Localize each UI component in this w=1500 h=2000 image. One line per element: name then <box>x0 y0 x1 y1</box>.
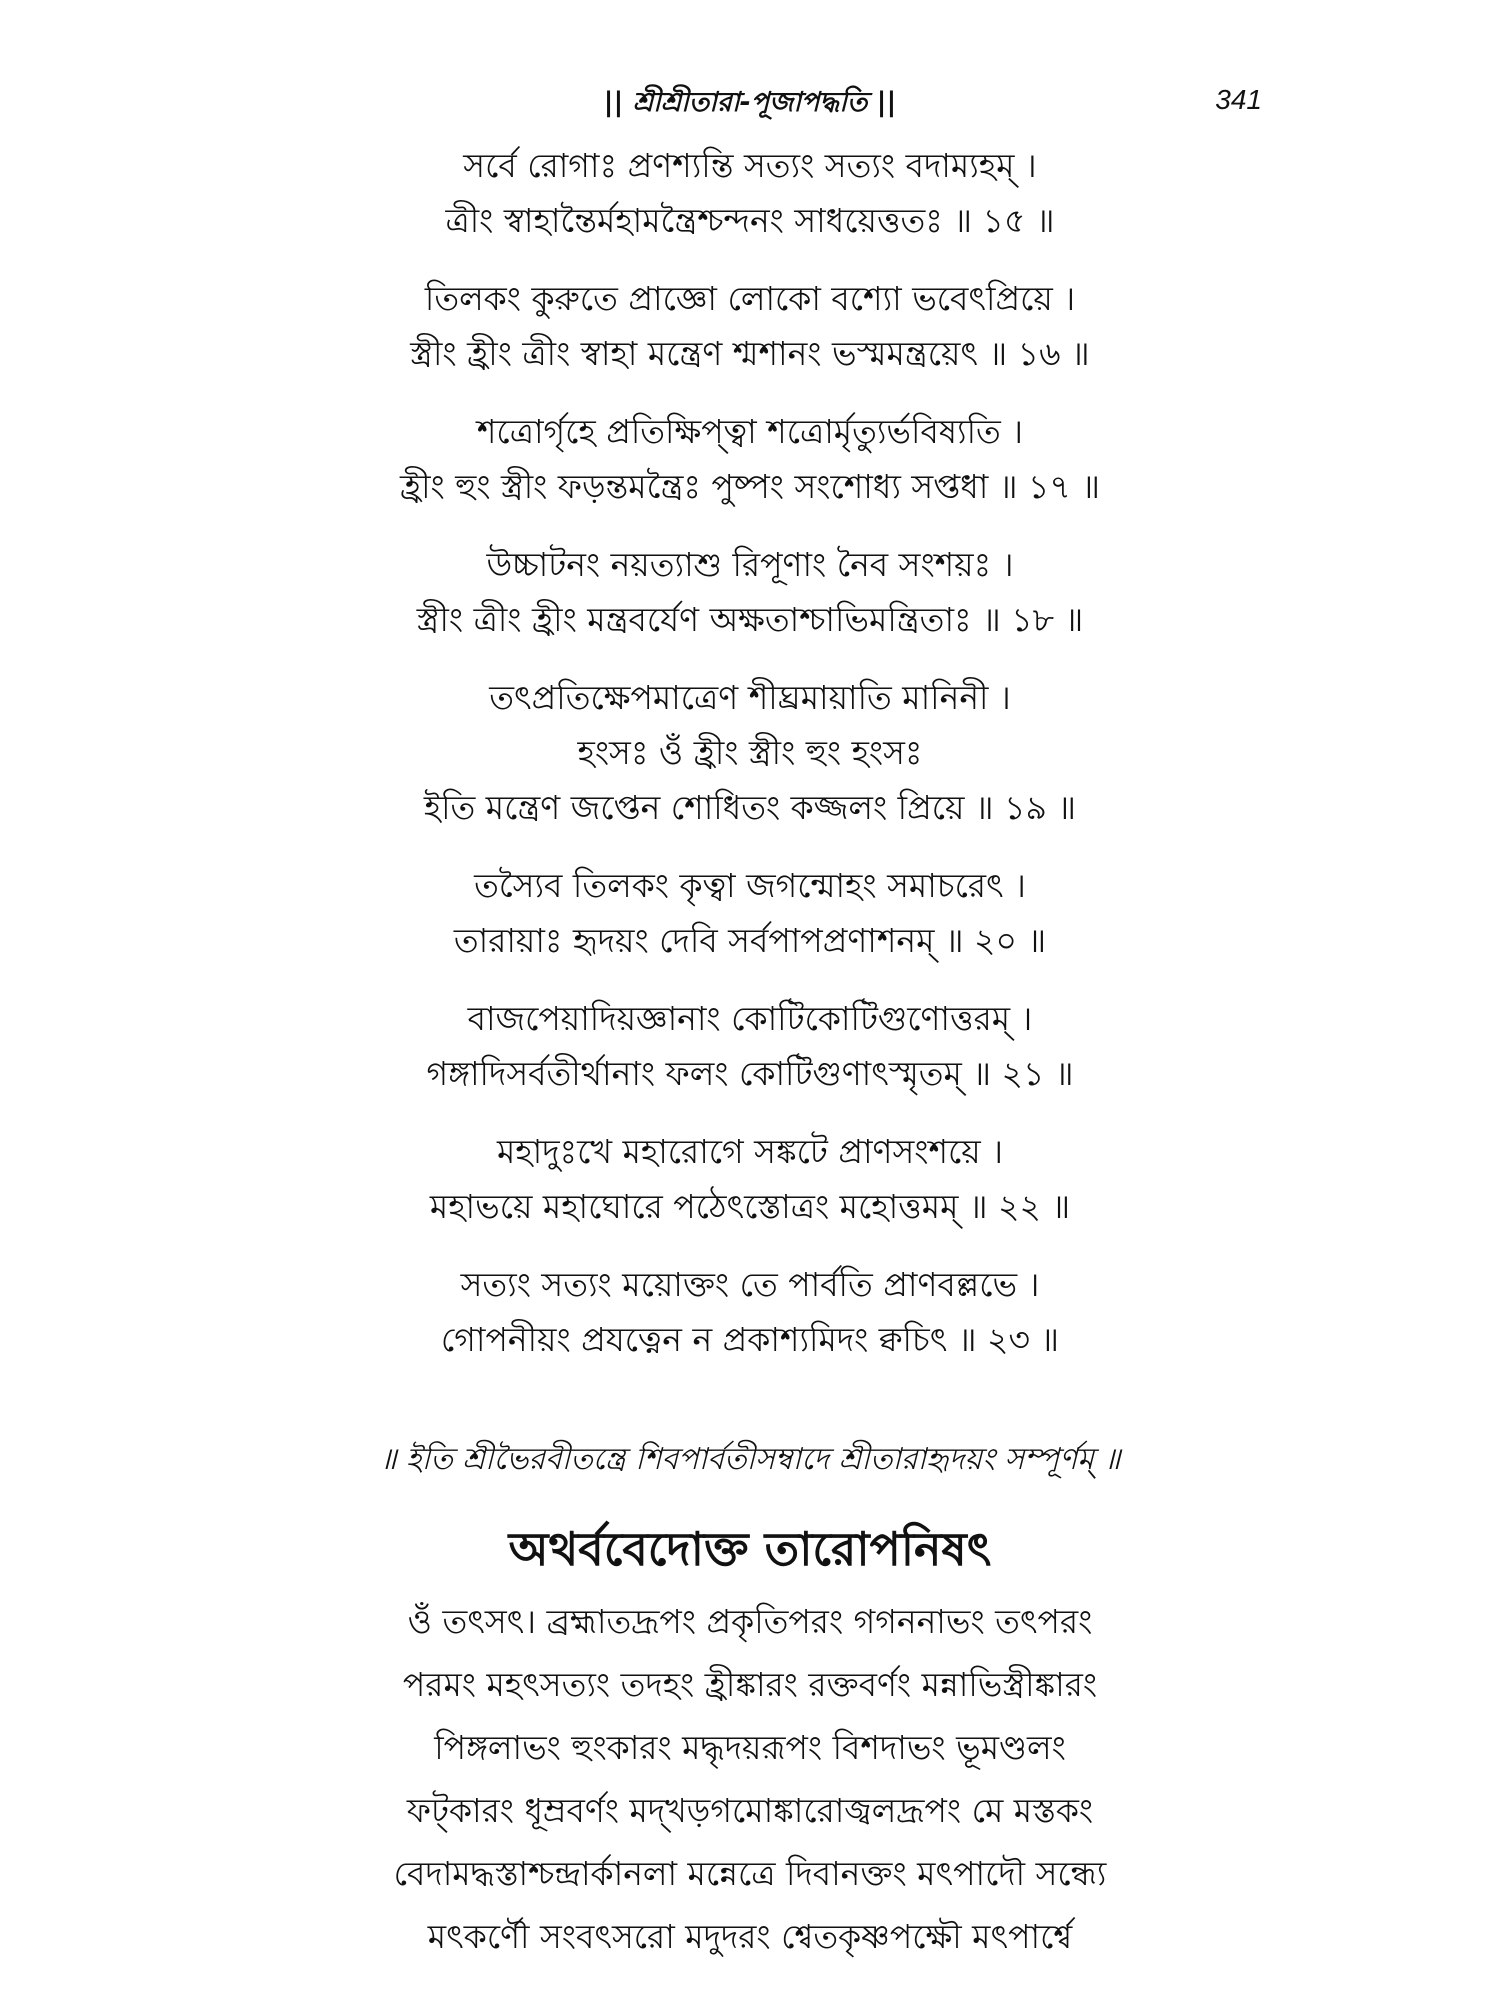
verse-line: হ্রীং হুং স্ত্রীং ফড়ন্তমন্ত্রৈঃ পুষ্পং সংশোধ্য সপ্তধা ॥ ১৭ ॥ <box>399 467 1101 506</box>
prose-line: মৎকর্ণৌ সংবৎসরো মদুদরং শ্বেতকৃষ্ণপক্ষৌ মৎপার্শ্বে <box>427 1917 1073 1956</box>
verse-line: ত্রীং স্বাহান্তৈর্মহামন্ত্রৈশ্চন্দনং সাধয়েত্ততঃ ॥ ১৫ ॥ <box>445 201 1055 240</box>
verse-23 <box>0 1257 1500 1367</box>
verse-line: তিলকং কুরুতে প্রাজ্ঞো লোকো বশ্যো ভবেৎপ্রিয়ে । <box>424 279 1076 318</box>
verse-line: গঙ্গাদিসর্বতীর্থানাং ফলং কোটিগুণাৎস্মৃতম্ ॥ ২১ ॥ <box>426 1054 1074 1093</box>
verse-list <box>0 138 1500 1390</box>
verse-line: সত্যং সত্যং ময়োক্তং তে পার্বতি প্রাণবল্লভে । <box>460 1265 1040 1304</box>
verse-line: তস্যৈব তিলকং কৃত্বা জগন্মোহং সমাচরেৎ । <box>474 866 1026 905</box>
prose-line: বেদামদ্ধস্তাশ্চন্দ্রার্কানলা মন্নেত্রে দিবানক্তং মৎপাদৌ সন্ধ্যে <box>393 1854 1107 1893</box>
prose-line: ফট্কারং ধূম্রবর্ণং মদ্খড়গমোঙ্কারোজ্বলদ্রূপং মে মস্তকং <box>406 1791 1094 1830</box>
verse-line: উচ্চাটনং নয়ত্যাশু রিপূণাং নৈব সংশয়ঃ । <box>486 545 1014 584</box>
verse-line: গোপনীয়ং প্রযত্নেন ন প্রকাশ্যমিদং ক্বচিৎ ॥ ২৩ ॥ <box>440 1320 1060 1359</box>
verse-line: স্ত্রীং হ্রীং ত্রীং স্বাহা মন্ত্রেণ শ্মশানং ভস্মমন্ত্রয়েৎ ॥ ১৬ ॥ <box>410 334 1090 373</box>
verse-line: সর্বে রোগাঃ প্রণশ্যন্তি সত্যং সত্যং বদাম্যহম্ । <box>463 146 1037 185</box>
verse-19 <box>0 670 1500 835</box>
running-header <box>0 82 1500 122</box>
verse-line: মহাদুঃখে মহারোগে সঙ্কটে প্রাণসংশয়ে । <box>496 1132 1004 1171</box>
verse-line: তৎপ্রতিক্ষেপমাত্রেণ শীঘ্রমায়াতি মানিনী । <box>489 678 1011 717</box>
verse-22 <box>0 1124 1500 1234</box>
verse-line: স্ত্রীং ত্রীং হ্রীং মন্ত্রবর্যেণ অক্ষতাশ্চাভিমন্ত্রিতাঃ ॥ ১৮ ॥ <box>416 600 1084 639</box>
prose-line: ওঁ তৎসৎ। ব্রহ্মাতদ্রূপং প্রকৃতিপরং গগননাভং তৎপরং <box>407 1602 1093 1641</box>
verse-line: বাজপেয়াদিয়জ্ঞানাং কোটিকোটিগুণোত্তরম্ । <box>467 999 1033 1038</box>
verse-17 <box>0 404 1500 514</box>
verse-21 <box>0 991 1500 1101</box>
colophon: ॥ ইতি শ্রীভৈরবীতন্ত্রে শিবপার্বতীসম্বাদে শ্রীতারাহৃদয়ং সম্পূর্ণম্ ॥ <box>379 1442 1121 1477</box>
verse-line: ইতি মন্ত্রেণ জপ্তেন শোধিতং কজ্জলং প্রিয়ে ॥ ১৯ ॥ <box>423 788 1077 827</box>
verse-15 <box>0 138 1500 248</box>
page-number: 341 <box>1215 84 1262 115</box>
prose-line: পিঙ্গলাভং হুংকারং মদ্ধৃদয়রূপং বিশদাভং ভূমণ্ডলং <box>434 1728 1066 1767</box>
verse-line: হংসঃ ওঁ হ্রীং স্ত্রীং হুং হংসঃ <box>577 733 923 772</box>
verse-16 <box>0 271 1500 381</box>
verse-line: শত্রোর্গৃহে প্রতিক্ষিপ্ত্বা শত্রোর্মৃত্যুর্ভবিষ্যতি । <box>476 412 1024 451</box>
upanishad-text <box>0 1590 1500 1968</box>
verse-20 <box>0 858 1500 968</box>
verse-line: মহাভয়ে মহাঘোরে পঠেৎস্তোত্রং মহোত্তমম্ ॥ ২২ ॥ <box>429 1187 1071 1226</box>
section-heading: অথর্ববেদোক্ত তারোপনিষৎ <box>508 1522 992 1576</box>
header-title: || শ্রীশ্রীতারা-পূজাপদ্ধতি || <box>603 87 897 118</box>
verse-line: তারায়াঃ হৃদয়ং দেবি সর্বপাপপ্রণাশনম্ ॥ ২০ ॥ <box>453 921 1047 960</box>
prose-line: পরমং মহৎসত্যং তদহং হ্রীঙ্কারং রক্তবর্ণং মন্নাভিস্ত্রীঙ্কারং <box>402 1665 1098 1704</box>
verse-18 <box>0 537 1500 647</box>
